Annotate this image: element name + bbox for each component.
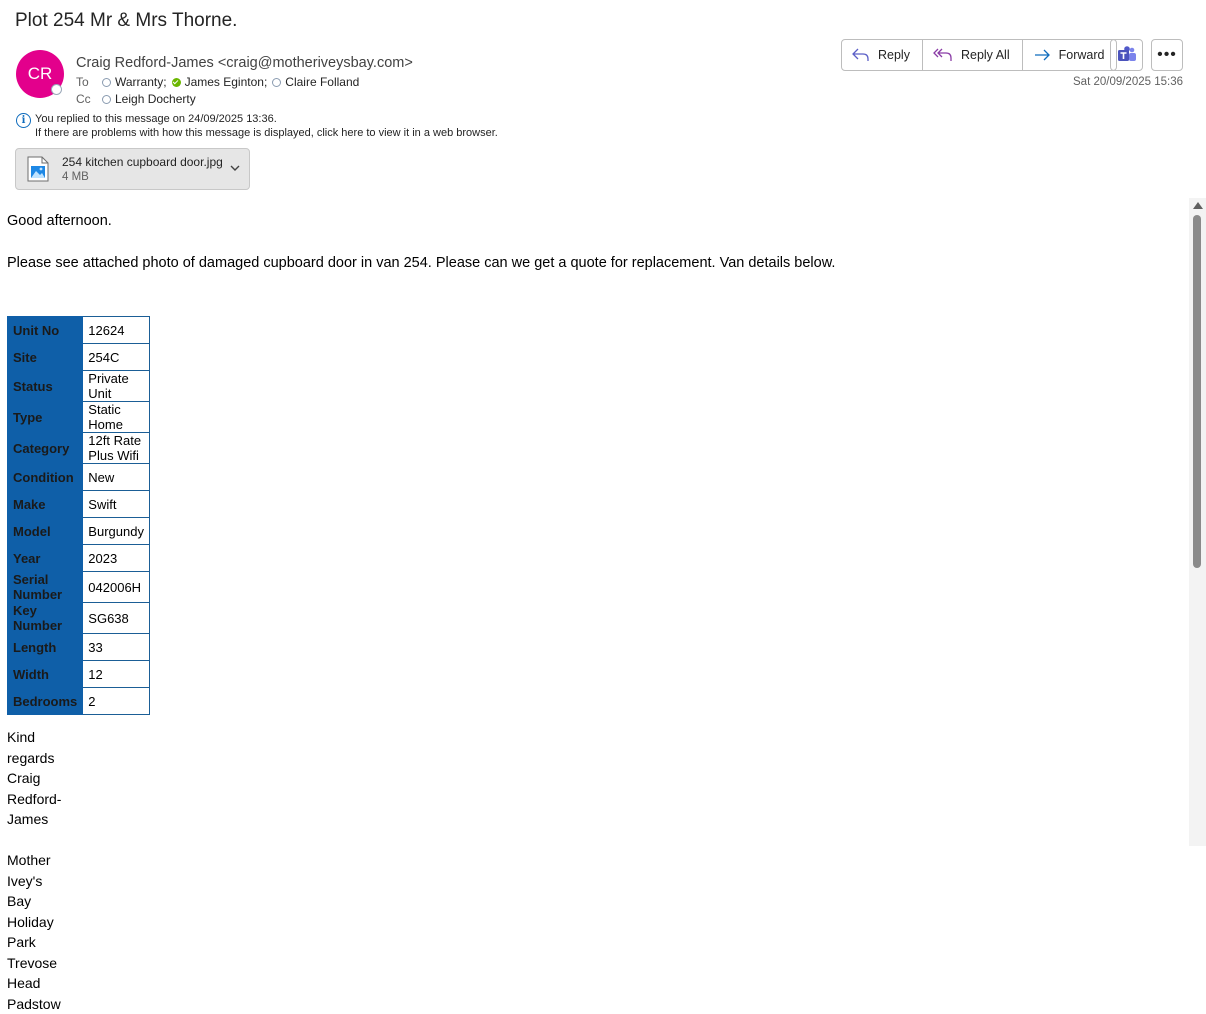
table-row xyxy=(8,402,150,433)
field-value: 33 xyxy=(83,634,150,661)
table-row xyxy=(8,634,150,661)
field-label: Length xyxy=(8,634,83,661)
field-label: Width xyxy=(8,661,83,688)
forward-icon xyxy=(1033,48,1051,62)
recipient-leigh-docherty[interactable]: Leigh Docherty xyxy=(115,92,196,106)
image-file-icon xyxy=(27,156,49,182)
replied-notice: You replied to this message on 24/09/2025 13:36. xyxy=(35,112,498,126)
table-row xyxy=(8,661,150,688)
field-label: Type xyxy=(8,402,83,433)
more-icon: ••• xyxy=(1157,46,1177,64)
to-label: To xyxy=(76,75,102,89)
field-label: Unit No xyxy=(8,317,83,344)
message-subject: Plot 254 Mr & Mrs Thorne. xyxy=(15,10,237,32)
field-label: Year xyxy=(8,545,83,572)
field-value: Swift xyxy=(83,491,150,518)
forward-button[interactable] xyxy=(1023,40,1117,70)
scrollbar-thumb[interactable] xyxy=(1193,215,1201,568)
table-row xyxy=(8,344,150,371)
reply-button[interactable] xyxy=(842,40,923,70)
field-value: Static Home xyxy=(83,402,150,433)
recipient-claire-folland[interactable]: Claire Folland xyxy=(285,75,359,89)
field-label: Serial Number xyxy=(8,572,83,603)
web-view-link[interactable]: If there are problems with how this message is displayed, click here to view it in a web browser. xyxy=(35,126,498,140)
reply-icon xyxy=(852,48,870,62)
field-label: Category xyxy=(8,433,83,464)
reply-label: Reply xyxy=(878,48,910,62)
presence-status-icon xyxy=(51,84,62,95)
table-row xyxy=(8,433,150,464)
table-row xyxy=(8,572,150,603)
greeting-text: Good afternoon. xyxy=(7,213,112,229)
signature xyxy=(7,727,61,1014)
signature-name: Craig Redford-James xyxy=(7,768,61,830)
to-line xyxy=(76,75,364,89)
address-line-1: Trevose Head xyxy=(7,953,61,994)
field-value: 042006H xyxy=(83,572,150,603)
avatar[interactable]: CR xyxy=(16,50,64,98)
field-label: Model xyxy=(8,518,83,545)
field-value: 2 xyxy=(83,688,150,715)
scroll-up-arrow-icon[interactable] xyxy=(1193,202,1203,209)
attachment-size: 4 MB xyxy=(62,171,89,183)
chevron-down-icon[interactable] xyxy=(229,163,241,173)
field-value: Private Unit xyxy=(83,371,150,402)
message-actions xyxy=(841,39,1117,71)
teams-chat-button[interactable] xyxy=(1110,39,1143,71)
field-value: Burgundy xyxy=(83,518,150,545)
info-icon: i xyxy=(16,113,31,128)
reply-all-label: Reply All xyxy=(961,48,1010,62)
table-row xyxy=(8,518,150,545)
company-name: Mother Ivey's Bay Holiday Park xyxy=(7,850,61,953)
presence-unknown-icon xyxy=(102,78,111,87)
field-label: Bedrooms xyxy=(8,688,83,715)
table-row xyxy=(8,464,150,491)
table-row xyxy=(8,371,150,402)
reply-all-icon xyxy=(933,48,953,62)
body-paragraph: Please see attached photo of damaged cupboard door in van 254. Please can we get a quote for replacement. Van details below. xyxy=(7,255,835,271)
forward-label: Forward xyxy=(1059,48,1105,62)
scrollbar[interactable] xyxy=(1189,198,1206,846)
presence-available-icon xyxy=(172,78,181,87)
field-value: SG638 xyxy=(83,603,150,634)
table-row xyxy=(8,317,150,344)
attachment-card[interactable] xyxy=(15,148,250,190)
info-bar[interactable] xyxy=(16,112,498,140)
more-options-button[interactable] xyxy=(1151,39,1183,71)
cc-line xyxy=(76,92,201,106)
field-value: 254C xyxy=(83,344,150,371)
recipient-james-eginton[interactable]: James Eginton; xyxy=(185,75,268,89)
recipient-warranty[interactable]: Warranty; xyxy=(115,75,167,89)
table-row xyxy=(8,603,150,634)
table-row xyxy=(8,545,150,572)
field-label: Condition xyxy=(8,464,83,491)
field-value: 2023 xyxy=(83,545,150,572)
address-line-2: Padstow xyxy=(7,994,61,1014)
field-label: Site xyxy=(8,344,83,371)
teams-icon xyxy=(1117,45,1137,65)
field-label: Status xyxy=(8,371,83,402)
cc-label: Cc xyxy=(76,92,102,106)
presence-unknown-icon xyxy=(102,95,111,104)
field-value: 12ft Rate Plus Wifi xyxy=(83,433,150,464)
sender-name[interactable]: Craig Redford-James <craig@motheriveysbay.com> xyxy=(76,55,413,71)
reply-all-button[interactable] xyxy=(923,40,1023,70)
field-value: 12624 xyxy=(83,317,150,344)
field-value: 12 xyxy=(83,661,150,688)
field-label: Key Number xyxy=(8,603,83,634)
presence-unknown-icon xyxy=(272,78,281,87)
signoff-text: Kind regards xyxy=(7,727,61,768)
table-row xyxy=(8,688,150,715)
field-value: New xyxy=(83,464,150,491)
attachment-name: 254 kitchen cupboard door.jpg xyxy=(62,155,223,169)
message-date: Sat 20/09/2025 15:36 xyxy=(1073,76,1183,88)
table-row xyxy=(8,491,150,518)
field-label: Make xyxy=(8,491,83,518)
van-details-table xyxy=(7,316,150,715)
